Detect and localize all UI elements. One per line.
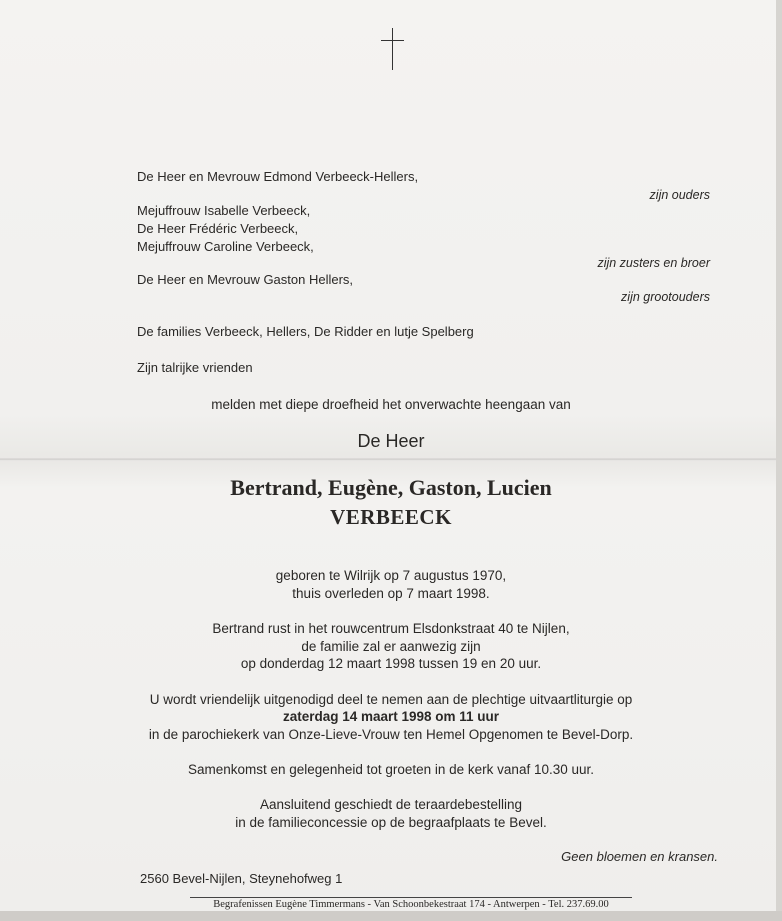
rest-line-2: de familie zal er aanwezig zijn: [301, 639, 481, 654]
sibling-3: Mejuffrouw Caroline Verbeeck,: [137, 239, 314, 254]
death-line: thuis overleden op 7 maart 1998.: [292, 586, 490, 601]
home-address: 2560 Bevel-Nijlen, Steynehofweg 1: [140, 871, 343, 886]
invite-line: U wordt vriendelijk uitgenodigd deel te nemen aan de plechtige uitvaartliturgie op: [149, 692, 633, 707]
sibling-2: De Heer Frédéric Verbeeck,: [137, 221, 299, 236]
church-line: in de parochiekerk van Onze-Lieve-Vrouw ten Hemel Opgenomen te Bevel-Dorp.: [148, 727, 634, 742]
paper-edge-bottom: [0, 911, 782, 921]
deceased-title: De Heer: [357, 431, 425, 451]
sibling-1: Mejuffrouw Isabelle Verbeeck,: [137, 203, 311, 218]
deceased-given-names: Bertrand, Eugène, Gaston, Lucien: [230, 475, 552, 500]
rest-line-1: Bertrand rust in het rouwcentrum Elsdonkstraat 40 te Nijlen,: [212, 621, 570, 636]
grandparents-role: zijn grootouders: [621, 290, 710, 304]
no-flowers-note: Geen bloemen en kransen.: [561, 849, 718, 864]
undertaker-footer: Begrafenissen Eugène Timmermans - Van Schoonbekestraat 174 - Antwerpen - Tel. 237.69.00: [213, 899, 609, 910]
siblings-role: zijn zusters en broer: [597, 256, 710, 270]
parents-line: De Heer en Mevrouw Edmond Verbeeck-Hellers,: [137, 169, 419, 184]
funeral-date: zaterdag 14 maart 1998 om 11 uur: [282, 709, 500, 724]
families-line: De families Verbeeck, Hellers, De Ridder en lutje Spelberg: [137, 324, 474, 339]
friends-line: Zijn talrijke vrienden: [137, 360, 253, 375]
grandparents-line: De Heer en Mevrouw Gaston Hellers,: [137, 272, 354, 287]
rest-line-3: op donderdag 12 maart 1998 tussen 19 en 20 uur.: [240, 656, 542, 671]
burial-line-1: Aansluitend geschiedt de teraardebestelling: [260, 797, 522, 812]
gathering-line: Samenkomst en gelegenheid tot groeten in de kerk vanaf 10.30 uur.: [187, 762, 595, 777]
burial-line-2: in de familieconcessie op de begraafplaats te Bevel.: [235, 815, 547, 830]
deceased-surname: VERBEECK: [330, 505, 452, 529]
paper-edge-right: [776, 0, 782, 921]
footer-rule: [190, 897, 632, 898]
paper-fold: [0, 458, 782, 461]
parents-role: zijn ouders: [649, 188, 710, 202]
announcement: melden met diepe droefheid het onverwachte heengaan van: [211, 397, 571, 412]
birth-line: geboren te Wilrijk op 7 augustus 1970,: [275, 568, 507, 583]
